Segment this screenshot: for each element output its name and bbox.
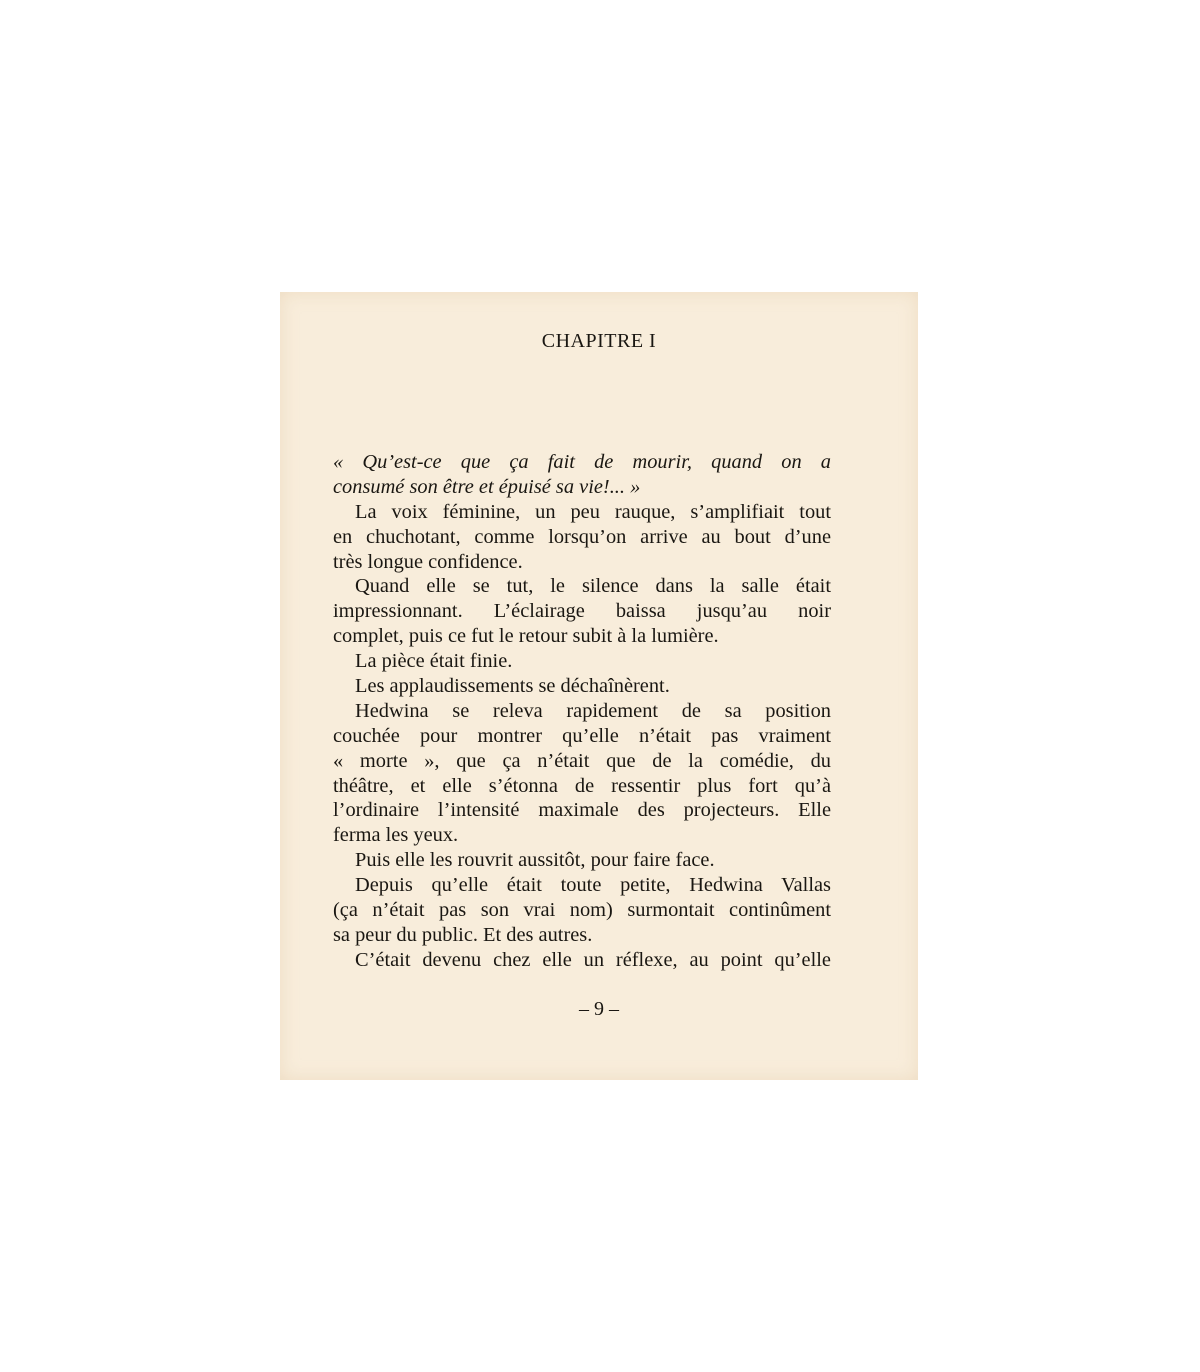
text-line: (ça n’était pas son vrai nom) surmontait continûment — [333, 899, 831, 922]
text-line: consumé son être et épuisé sa vie!... » — [333, 475, 641, 498]
text-line: « Qu’est-ce que ça fait de mourir, quand on a — [333, 451, 831, 473]
text-line: impressionnant. L’éclairage baissa jusqu’au noir — [333, 600, 831, 623]
text-line: complet, puis ce fut le retour subit à la lumière. — [333, 625, 719, 648]
text-line: couchée pour montrer qu’elle n’était pas vraiment — [333, 724, 831, 747]
text-line: C’était devenu chez elle un réflexe, au point qu’elle — [355, 948, 831, 971]
text-line: La pièce était finie. — [355, 650, 513, 673]
text-line: l’ordinaire l’intensité maximale des projecteurs. Elle — [333, 799, 831, 822]
text-line: Depuis qu’elle était toute petite, Hedwina Vallas — [355, 874, 831, 897]
text-line: Quand elle se tut, le silence dans la salle était — [355, 575, 831, 598]
text-line: très longue confidence. — [333, 550, 523, 573]
text-line: ferma les yeux. — [333, 824, 459, 847]
text-line: Les applaudissements se déchaînèrent. — [355, 675, 670, 698]
text-line: Puis elle les rouvrit aussitôt, pour faire face. — [355, 849, 715, 872]
text-line: La voix féminine, un peu rauque, s’amplifiait tout — [355, 500, 831, 523]
book-page — [280, 292, 918, 1080]
body-text — [333, 450, 831, 973]
chapter-title: CHAPITRE I — [541, 330, 657, 352]
text-line: théâtre, et elle s’étonna de ressentir plus fort qu’à — [333, 774, 831, 797]
text-line: « morte », que ça n’était que de la comédie, du — [333, 749, 831, 772]
text-line: Hedwina se releva rapidement de sa position — [355, 699, 831, 722]
text-line: sa peur du public. Et des autres. — [333, 923, 593, 946]
text-line: en chuchotant, comme lorsqu’on arrive au bout d’une — [333, 525, 831, 548]
page-number: – 9 – — [579, 998, 619, 1020]
